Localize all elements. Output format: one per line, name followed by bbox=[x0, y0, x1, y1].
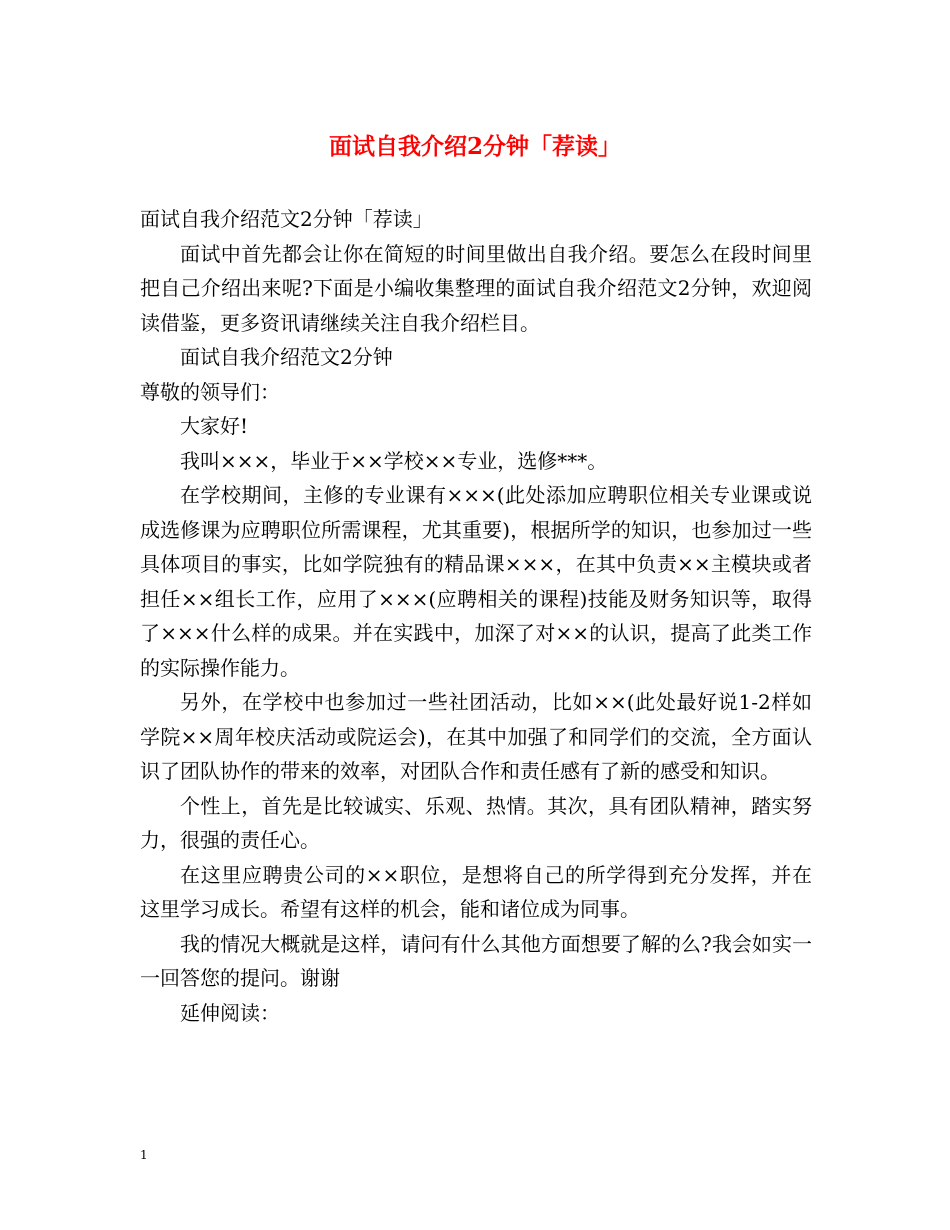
paragraph-greeting: 大家好! bbox=[180, 414, 249, 438]
page-number: 1 bbox=[140, 1148, 148, 1162]
paragraph-name: 我叫×××，毕业于××学校××专业，选修***。 bbox=[180, 448, 608, 473]
paragraph-activities: 另外，在学校中也参加过一些社团活动，比如××(此处最好说1-2样如学院××周年校庆活动或院运会)，在其中加强了和同学们的交流，全方面认识了团队协作的带来的效率，对团队合作和责任感有了新的感受和知识。 bbox=[140, 690, 812, 783]
paragraph-subtitle: 面试自我介绍范文2分钟「荐读」 bbox=[140, 207, 433, 231]
paragraph-personality: 个性上，首先是比较诚实、乐观、热情。其次，具有团队精神，踏实努力，很强的责任心。 bbox=[140, 793, 812, 852]
paragraph-school: 在学校期间，主修的专业课有×××(此处添加应聘职位相关专业课或说成选修课为应聘职位所需课程，尤其重要)，根据所学的知识，也参加过一些具体项目的事实，比如学院独有的精品课×××，在其中负责××主模块或者担任××组长工作，应用了×××(应聘相关的课程)技能及财务知识等，取得了×××什么样的成果。并在实践中，加深了对××的认识，提高了此类工作的实际操作能力。 bbox=[140, 483, 812, 680]
paragraph-closing: 我的情况大概就是这样，请问有什么其他方面想要了解的么?我会如实一一回答您的提问。谢谢 bbox=[140, 931, 812, 990]
paragraph-intro: 面试中首先都会让你在简短的时间里做出自我介绍。要怎么在段时间里把自己介绍出来呢?下面是小编收集整理的面试自我介绍范文2分钟，欢迎阅读借鉴，更多资讯请继续关注自我介绍栏目。 bbox=[140, 241, 812, 335]
paragraph-position: 在这里应聘贵公司的××职位，是想将自己的所学得到充分发挥，并在这里学习成长。希望有这样的机会，能和诸位成为同事。 bbox=[140, 862, 812, 921]
paragraph-salutation: 尊敬的领导们： bbox=[140, 379, 280, 404]
document-title: 面试自我介绍2分钟「荐读」 bbox=[328, 133, 621, 160]
document-body bbox=[140, 202, 812, 1030]
paragraph-section-heading: 面试自我介绍范文2分钟 bbox=[180, 345, 393, 369]
paragraph-further-reading: 延伸阅读： bbox=[180, 1000, 280, 1025]
